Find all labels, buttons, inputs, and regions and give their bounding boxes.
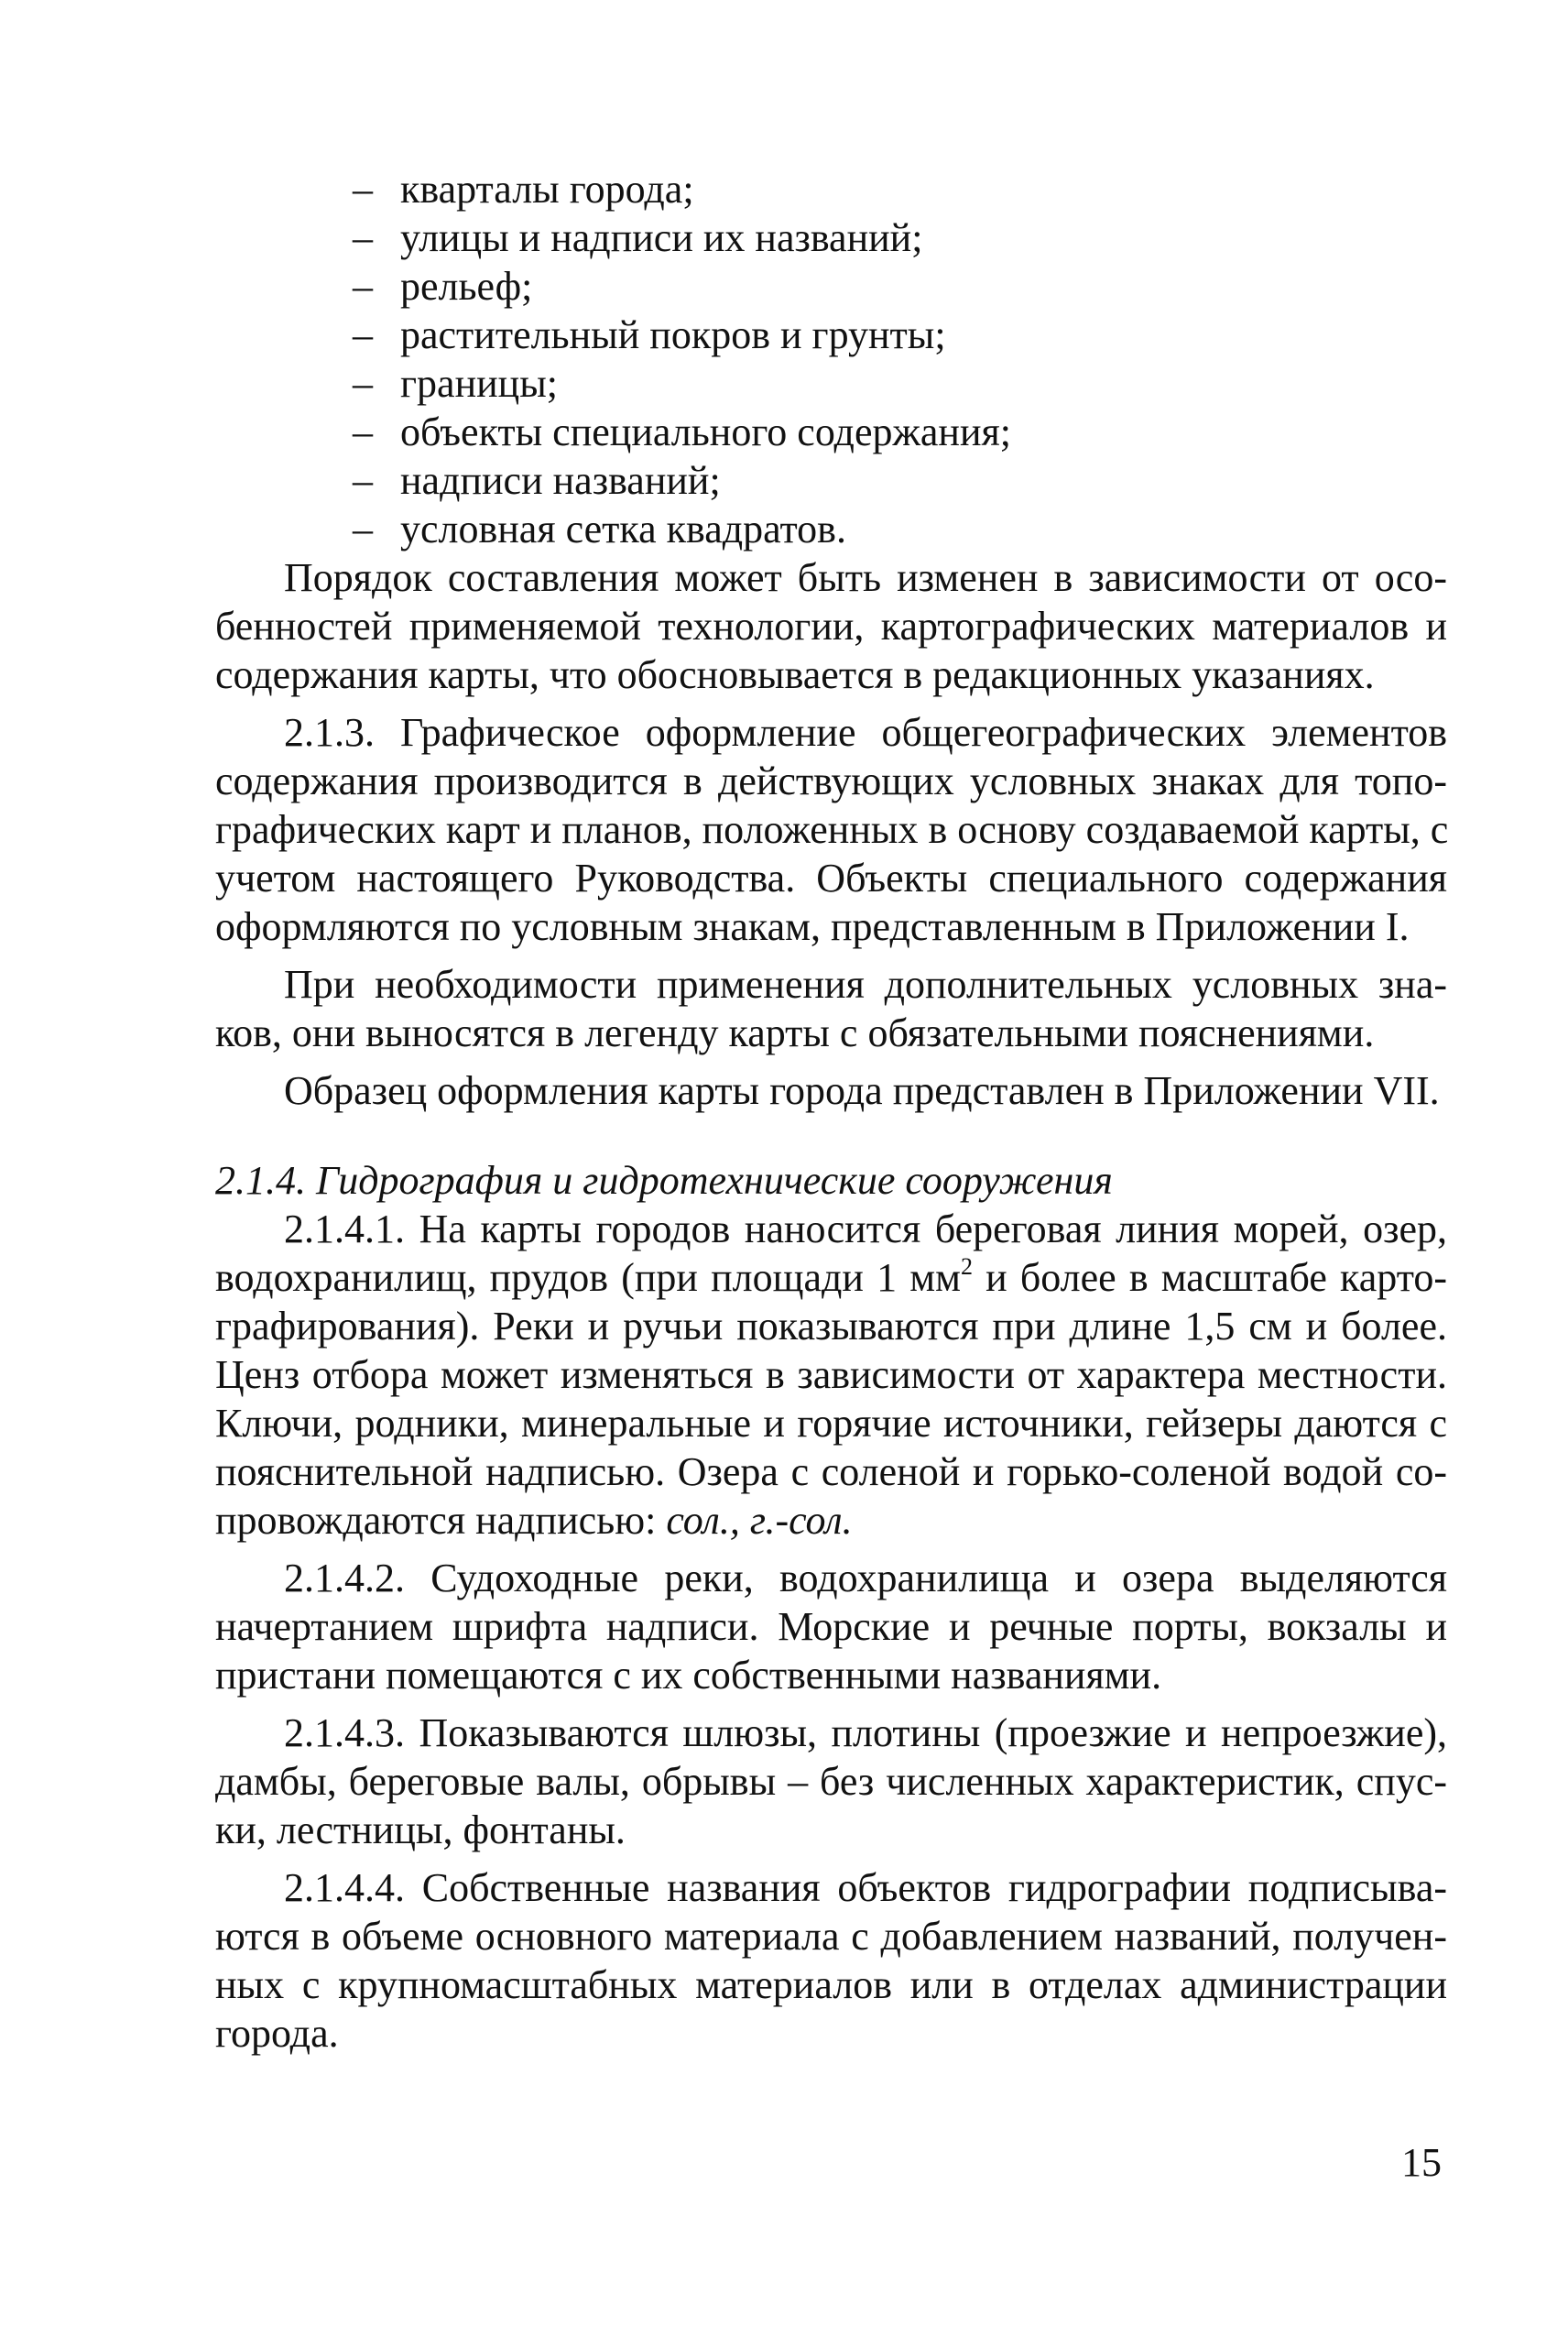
list-item <box>353 359 1447 408</box>
paragraph-2-1-4-3 <box>215 1709 1447 1854</box>
list-item-text: кварталы города; <box>400 167 694 212</box>
paragraph-line: графических карт и планов, положенных в основу создаваемой карты, с <box>215 807 1449 852</box>
paragraph-2-1-4-2 <box>215 1554 1447 1699</box>
paragraph-line: 2.1.4.2. Судоходные реки, водохранилища и озера выделяются <box>284 1556 1447 1600</box>
paragraph-2-1-4-4 <box>215 1863 1447 2058</box>
paragraph-2-1-4-1 <box>215 1205 1447 1545</box>
paragraph-2-1-3 <box>215 708 1447 951</box>
paragraph-line: 2.1.4.4. Собственные названия объектов гидрографии подписыва- <box>284 1865 1447 1910</box>
paragraph-line: учетом настоящего Руководства. Объекты специального содержания <box>215 856 1447 901</box>
list-dash: – <box>353 312 373 357</box>
list-item-text: границы; <box>400 361 559 406</box>
italic-abbreviation: сол., г.-сол. <box>666 1498 853 1543</box>
paragraph-line: начертанием шрифта надписи. Морские и речные порты, вокзалы и <box>215 1604 1447 1649</box>
paragraph-line: содержания карты, что обосновывается в редакционных указаниях. <box>215 652 1375 697</box>
paragraph-line: 2.1.4.3. Показываются шлюзы, плотины (проезжие и непроезжие), <box>284 1710 1447 1755</box>
page-number: 15 <box>1401 2140 1442 2185</box>
list-item <box>353 311 1447 359</box>
paragraph-line: ки, лестницы, фонтаны. <box>215 1807 626 1852</box>
document-page <box>215 165 1447 2067</box>
list-item-text: рельеф; <box>400 264 533 309</box>
paragraph-sample <box>215 1066 1447 1115</box>
list-item <box>353 408 1447 456</box>
paragraph-line: дамбы, береговые валы, обрывы – без численных характеристик, спус- <box>215 1759 1447 1804</box>
section-heading: 2.1.4. Гидрография и гидротехнические сооружения <box>215 1158 1113 1203</box>
paragraph-line: бенностей применяемой технологии, картографических материалов и <box>215 604 1447 649</box>
content-list <box>215 165 1447 553</box>
list-item <box>353 165 1447 213</box>
list-item-text: растительный покров и грунты; <box>400 312 946 357</box>
paragraph-line: Ценз отбора может изменяться в зависимости от характера местности. <box>215 1352 1447 1397</box>
paragraph-line: провождаются надписью: сол., г.-сол. <box>215 1498 853 1543</box>
list-item-text: условная сетка квадратов. <box>400 507 846 551</box>
paragraph-order <box>215 553 1447 699</box>
list-item <box>353 213 1447 262</box>
paragraph-line: При необходимости применения дополнительных условных зна- <box>284 962 1447 1007</box>
paragraph-line: Ключи, родники, минеральные и горячие источники, гейзеры даются с <box>215 1401 1447 1446</box>
list-dash: – <box>353 215 373 260</box>
paragraph-line: ков, они выносятся в легенду карты с обязательными пояснениями. <box>215 1010 1375 1055</box>
paragraph-line: города. <box>215 2011 339 2056</box>
paragraph-line: 2.1.3. Графическое оформление общегеографических элементов <box>284 710 1447 755</box>
paragraph-line: ных с крупномасштабных материалов или в отделах администрации <box>215 1962 1447 2007</box>
list-item <box>353 456 1447 505</box>
paragraph-line: пояснительной надписью. Озера с соленой и горько-соленой водой со- <box>215 1449 1447 1494</box>
paragraph-line: оформляются по условным знакам, представленным в Приложении I. <box>215 904 1410 949</box>
list-dash: – <box>353 264 373 309</box>
paragraph-line: Образец оформления карты города представлен в Приложении VII. <box>284 1068 1440 1113</box>
list-item-text: улицы и надписи их названий; <box>400 215 923 260</box>
paragraph-line: Порядок составления может быть изменен в зависимости от осо- <box>284 555 1447 600</box>
list-dash: – <box>353 458 373 503</box>
list-item-text: объекты специального содержания; <box>400 410 1011 454</box>
paragraph-line: пристани помещаются с их собственными названиями. <box>215 1653 1162 1698</box>
list-item <box>353 262 1447 311</box>
paragraph-additional-signs <box>215 960 1447 1057</box>
list-item-text: надписи названий; <box>400 458 721 503</box>
paragraph-line: содержания производится в действующих условных знаках для топо- <box>215 759 1447 803</box>
paragraph-line: ются в объеме основного материала с добавлением названий, получен- <box>215 1914 1447 1959</box>
paragraph-line: 2.1.4.1. На карты городов наносится береговая линия морей, озер, <box>284 1207 1447 1251</box>
list-dash: – <box>353 167 373 212</box>
list-dash: – <box>353 507 373 551</box>
list-dash: – <box>353 361 373 406</box>
superscript: 2 <box>960 1253 973 1280</box>
list-dash: – <box>353 410 373 454</box>
list-item <box>353 505 1447 553</box>
paragraph-line: водохранилищ, прудов (при площади 1 $мм^2$ и более в масштабе карто- <box>215 1253 1448 1300</box>
paragraph-line: графирования). Реки и ручьи показываются при длине 1,5 см и более. <box>215 1304 1447 1349</box>
